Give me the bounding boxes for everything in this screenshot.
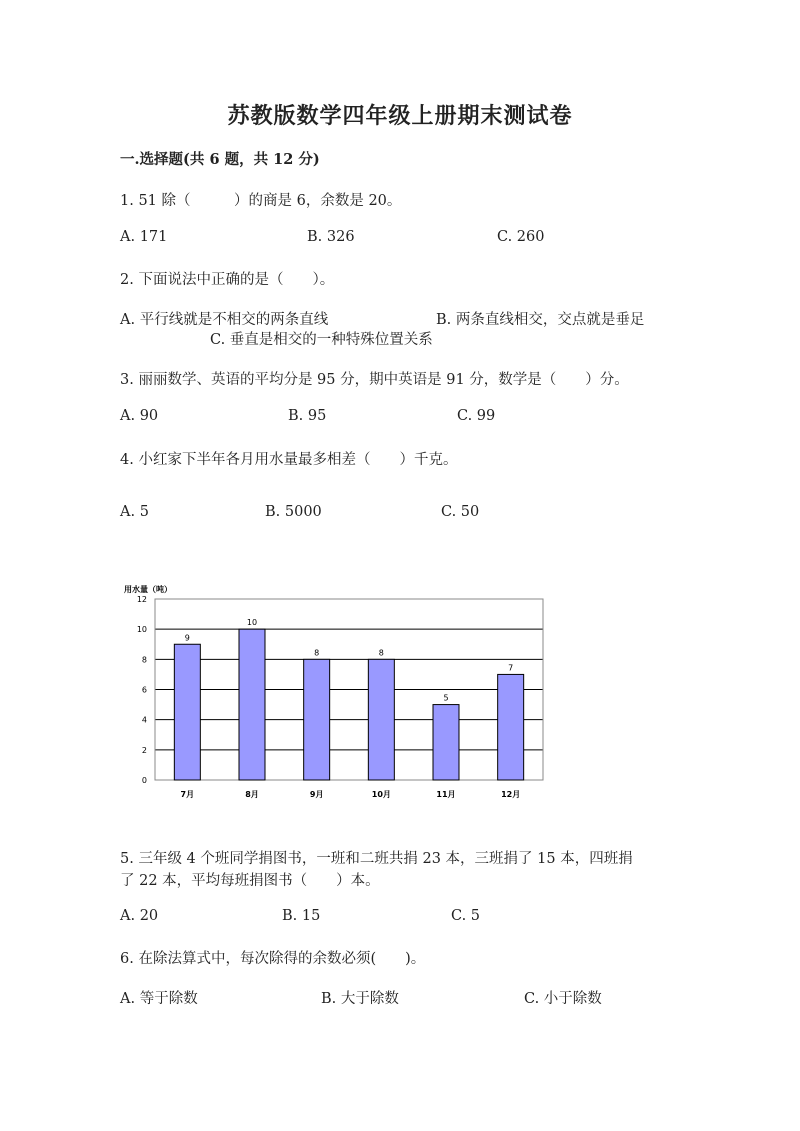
y-tick-label: 4 [141, 715, 147, 725]
q1-option-a: A. 171 [120, 229, 168, 245]
x-tick-label: 10月 [371, 790, 391, 799]
x-tick-label: 7月 [180, 790, 195, 799]
y-tick-label: 6 [141, 685, 147, 695]
q1-option-b: B. 326 [307, 229, 355, 245]
page-title: 苏教版数学四年级上册期末测试卷 [227, 103, 573, 129]
data-label: 5 [443, 693, 449, 703]
bar [174, 644, 200, 780]
data-label: 10 [246, 618, 258, 628]
x-tick-label: 9月 [309, 790, 324, 799]
data-label: 9 [184, 633, 190, 643]
q3-option-b: B. 95 [288, 408, 327, 424]
y-axis-label: 用水量（吨） [124, 585, 172, 594]
x-tick-label: 8月 [245, 790, 259, 799]
q6-option-c: C. 小于除数 [524, 991, 602, 1007]
q4-option-a: A. 5 [120, 504, 149, 520]
y-tick-label: 2 [141, 745, 147, 755]
x-tick-label: 12月 [501, 790, 521, 799]
q4-option-c: C. 50 [441, 504, 480, 520]
question-2: 2. 下面说法中正确的是（ ）。 [120, 272, 335, 288]
question-5-line-1: 5. 三年级 4 个班同学捐图书，一班和二班共捐 23 本，三班捐了 15 本，四班捐 [120, 851, 633, 867]
question-3: 3. 丽丽数学、英语的平均分是 95 分，期中英语是 91 分，数学是（ ）分。 [120, 372, 629, 388]
q3-option-c: C. 99 [457, 408, 496, 424]
q6-option-a: A. 等于除数 [120, 991, 198, 1007]
question-5-line-2: 了 22 本，平均每班捐图书（ ）本。 [120, 873, 380, 889]
bar [239, 629, 265, 780]
y-tick-label: 8 [141, 655, 147, 665]
q5-option-b: B. 15 [282, 908, 321, 924]
bar [498, 674, 524, 780]
y-tick-label: 10 [136, 625, 147, 635]
q2-option-b: B. 两条直线相交，交点就是垂足 [436, 312, 645, 328]
question-6: 6. 在除法算式中，每次除得的余数必须( )。 [120, 951, 426, 967]
q3-option-a: A. 90 [120, 408, 159, 424]
bar [304, 659, 330, 780]
bar [433, 705, 459, 780]
bar [368, 659, 394, 780]
section-heading: 一.选择题(共 6 题，共 12 分) [120, 151, 320, 168]
x-tick-label: 11月 [436, 790, 456, 799]
data-label: 8 [314, 648, 320, 658]
q2-option-c: C. 垂直是相交的一种特殊位置关系 [210, 332, 433, 348]
q2-option-a: A. 平行线就是不相交的两条直线 [120, 312, 329, 328]
q5-option-c: C. 5 [451, 908, 481, 924]
data-label: 7 [508, 663, 514, 673]
water-usage-bar-chart [110, 578, 560, 808]
q6-option-b: B. 大于除数 [321, 991, 399, 1007]
q5-option-a: A. 20 [120, 908, 159, 924]
q1-option-c: C. 260 [497, 229, 545, 245]
question-4: 4. 小红家下半年各月用水量最多相差（ ）千克。 [120, 452, 458, 468]
q4-option-b: B. 5000 [265, 504, 322, 520]
data-label: 8 [378, 648, 384, 658]
y-tick-label: 0 [141, 776, 147, 785]
question-1: 1. 51 除（ ）的商是 6，余数是 20。 [120, 193, 402, 209]
y-tick-label: 12 [136, 595, 147, 604]
